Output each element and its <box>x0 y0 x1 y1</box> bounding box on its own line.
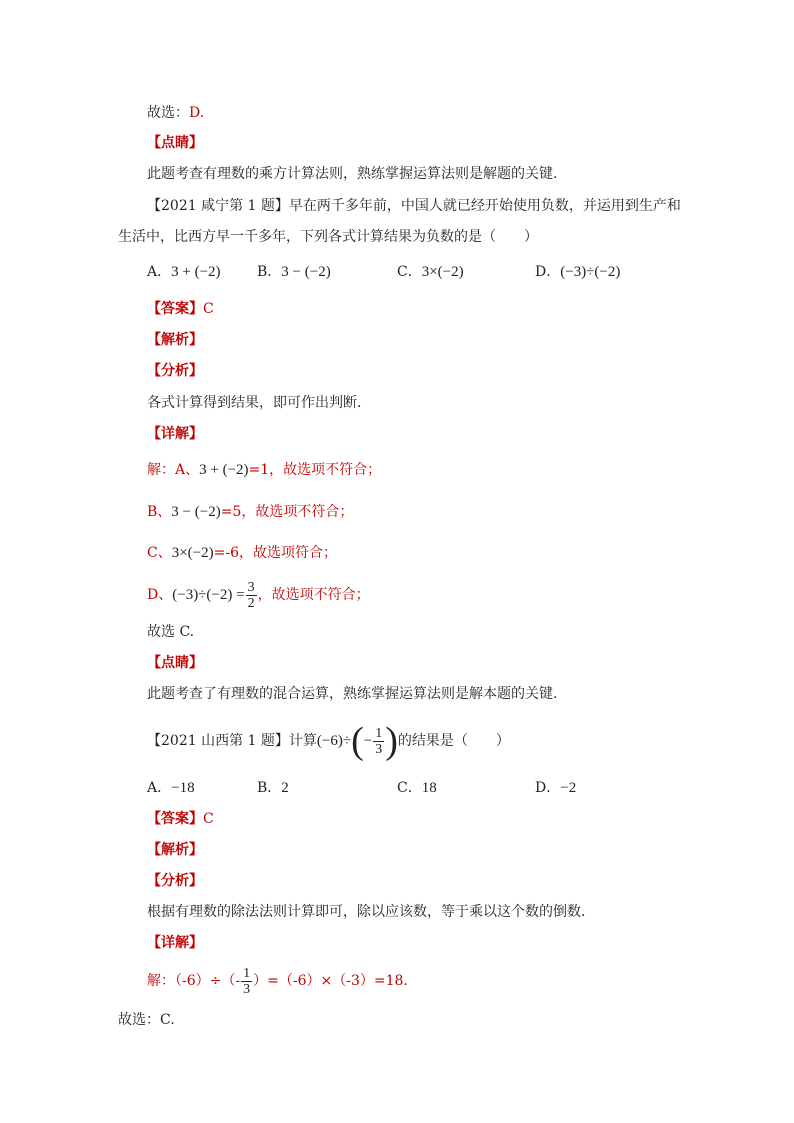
q2-post: 的结果是（ ） <box>397 733 510 749</box>
q1-option-c <box>397 262 464 282</box>
sol-expr: (−3)÷(−2) = <box>172 587 245 603</box>
sol-rest: =1，故选项不符合； <box>248 462 382 478</box>
fraction-denominator: 3 <box>375 741 383 757</box>
option-label: D． <box>535 264 561 280</box>
q1-option-a <box>147 262 221 282</box>
fenxi-heading: 【分析】 <box>147 363 203 379</box>
q1-solution-c <box>147 543 337 563</box>
xiangjie-heading: 【详解】 <box>147 426 203 442</box>
option-value: 18 <box>421 780 437 796</box>
sol-part-b: ）=（-6）×（-3）=18. <box>253 973 408 989</box>
q1-stem-line1 <box>147 196 681 216</box>
sol-part-a: 解：（-6）÷（- <box>147 973 241 989</box>
q1-option-b <box>257 262 331 282</box>
q2-option-c <box>397 778 437 798</box>
option-label: A． <box>147 264 172 280</box>
dianjing-heading: 【点睛】 <box>147 135 203 151</box>
fraction-numerator: 3 <box>247 579 255 595</box>
answer-heading: 【答案】 <box>147 811 203 827</box>
q1-solution-a <box>147 460 381 480</box>
fraction <box>373 726 384 757</box>
option-value: −18 <box>171 780 195 796</box>
option-label: A． <box>147 780 172 796</box>
sol-prefix: B、 <box>147 504 172 520</box>
option-label: B． <box>257 780 282 796</box>
summary-text: 此题考查有理数的乘方计算法则，熟练掌握运算法则是解题的关键. <box>147 166 558 182</box>
option-value: −2 <box>560 780 577 796</box>
q1-answer-line <box>147 299 214 319</box>
jiexi-heading-2: 【解析】 <box>147 842 203 858</box>
left-paren: ( <box>351 720 364 762</box>
answer-value: C <box>203 301 214 317</box>
dianjing-heading-2: 【点睛】 <box>147 655 203 671</box>
answer-heading: 【答案】 <box>147 301 203 317</box>
q1-tag: 【2021 咸宁第 1 题】 <box>147 198 289 214</box>
option-value: 2 <box>281 780 289 796</box>
q1-final: 故选 C. <box>147 624 195 640</box>
right-paren: ) <box>385 720 398 762</box>
fraction-denominator: 3 <box>243 981 251 997</box>
sol-prefix: 解：A、 <box>147 462 200 478</box>
q2-final: 故选：C. <box>118 1012 175 1028</box>
conclusion-answer: D. <box>189 105 205 121</box>
option-label: C． <box>397 780 422 796</box>
q2-option-b <box>257 778 289 798</box>
sol-rest: ，故选项不符合； <box>257 587 370 603</box>
fraction-numerator: 1 <box>375 725 383 741</box>
q2-solution <box>147 962 408 1000</box>
answer-value: C <box>203 811 214 827</box>
option-label: C． <box>397 264 422 280</box>
fraction <box>241 966 252 997</box>
conclusion-text: 故选： <box>147 105 189 121</box>
option-label: B． <box>257 264 282 280</box>
q2-tag: 【2021 山西第 1 题】 <box>147 733 289 749</box>
option-expr: 3 + (−2) <box>171 264 221 280</box>
q2-pre: 计算 <box>288 733 317 749</box>
q2-analysis: 根据有理数的除法法则计算即可，除以应该数，等于乘以这个数的倒数. <box>147 904 586 920</box>
sol-rest: =-6，故选项符合； <box>213 545 338 561</box>
q1-analysis: 各式计算得到结果，即可作出判断. <box>147 395 362 411</box>
q1-stem1: 早在两千多年前，中国人就已经开始使用负数，并运用到生产和 <box>288 198 681 214</box>
fraction <box>246 580 257 611</box>
sol-prefix: D、 <box>147 587 173 603</box>
fenxi-heading-2: 【分析】 <box>147 873 203 889</box>
q2-option-a <box>147 778 195 798</box>
q1-solution-b <box>147 502 353 522</box>
fraction-numerator: 1 <box>243 965 251 981</box>
fraction-denominator: 2 <box>247 595 255 611</box>
q1-summary: 此题考查了有理数的混合运算，熟练掌握运算法则是解本题的关键. <box>147 686 558 702</box>
q2-option-d <box>535 778 576 798</box>
sol-expr: 3×(−2) <box>171 545 214 561</box>
sol-prefix: C、 <box>147 545 172 561</box>
sol-rest: =5，故选项不符合； <box>220 504 354 520</box>
q2-expr: (−6)÷ <box>316 733 352 749</box>
sol-expr: 3 − (−2) <box>171 504 221 520</box>
option-expr: 3 − (−2) <box>281 264 331 280</box>
q1-stem-line2: 生活中，比西方早一千多年，下列各式计算结果为负数的是（ ） <box>118 229 538 245</box>
q1-solution-d <box>147 576 370 614</box>
q1-option-d <box>535 262 620 282</box>
option-label: D． <box>535 780 561 796</box>
jiexi-heading: 【解析】 <box>147 332 203 348</box>
sol-expr: 3 + (−2) <box>199 462 249 478</box>
option-expr: (−3)÷(−2) <box>560 264 621 280</box>
xiangjie-heading-2: 【详解】 <box>147 935 203 951</box>
conclusion-line <box>147 103 204 123</box>
q2-answer-line <box>147 809 214 829</box>
neg-sign: − <box>363 733 373 749</box>
q2-stem <box>147 721 510 761</box>
option-expr: 3×(−2) <box>421 264 464 280</box>
